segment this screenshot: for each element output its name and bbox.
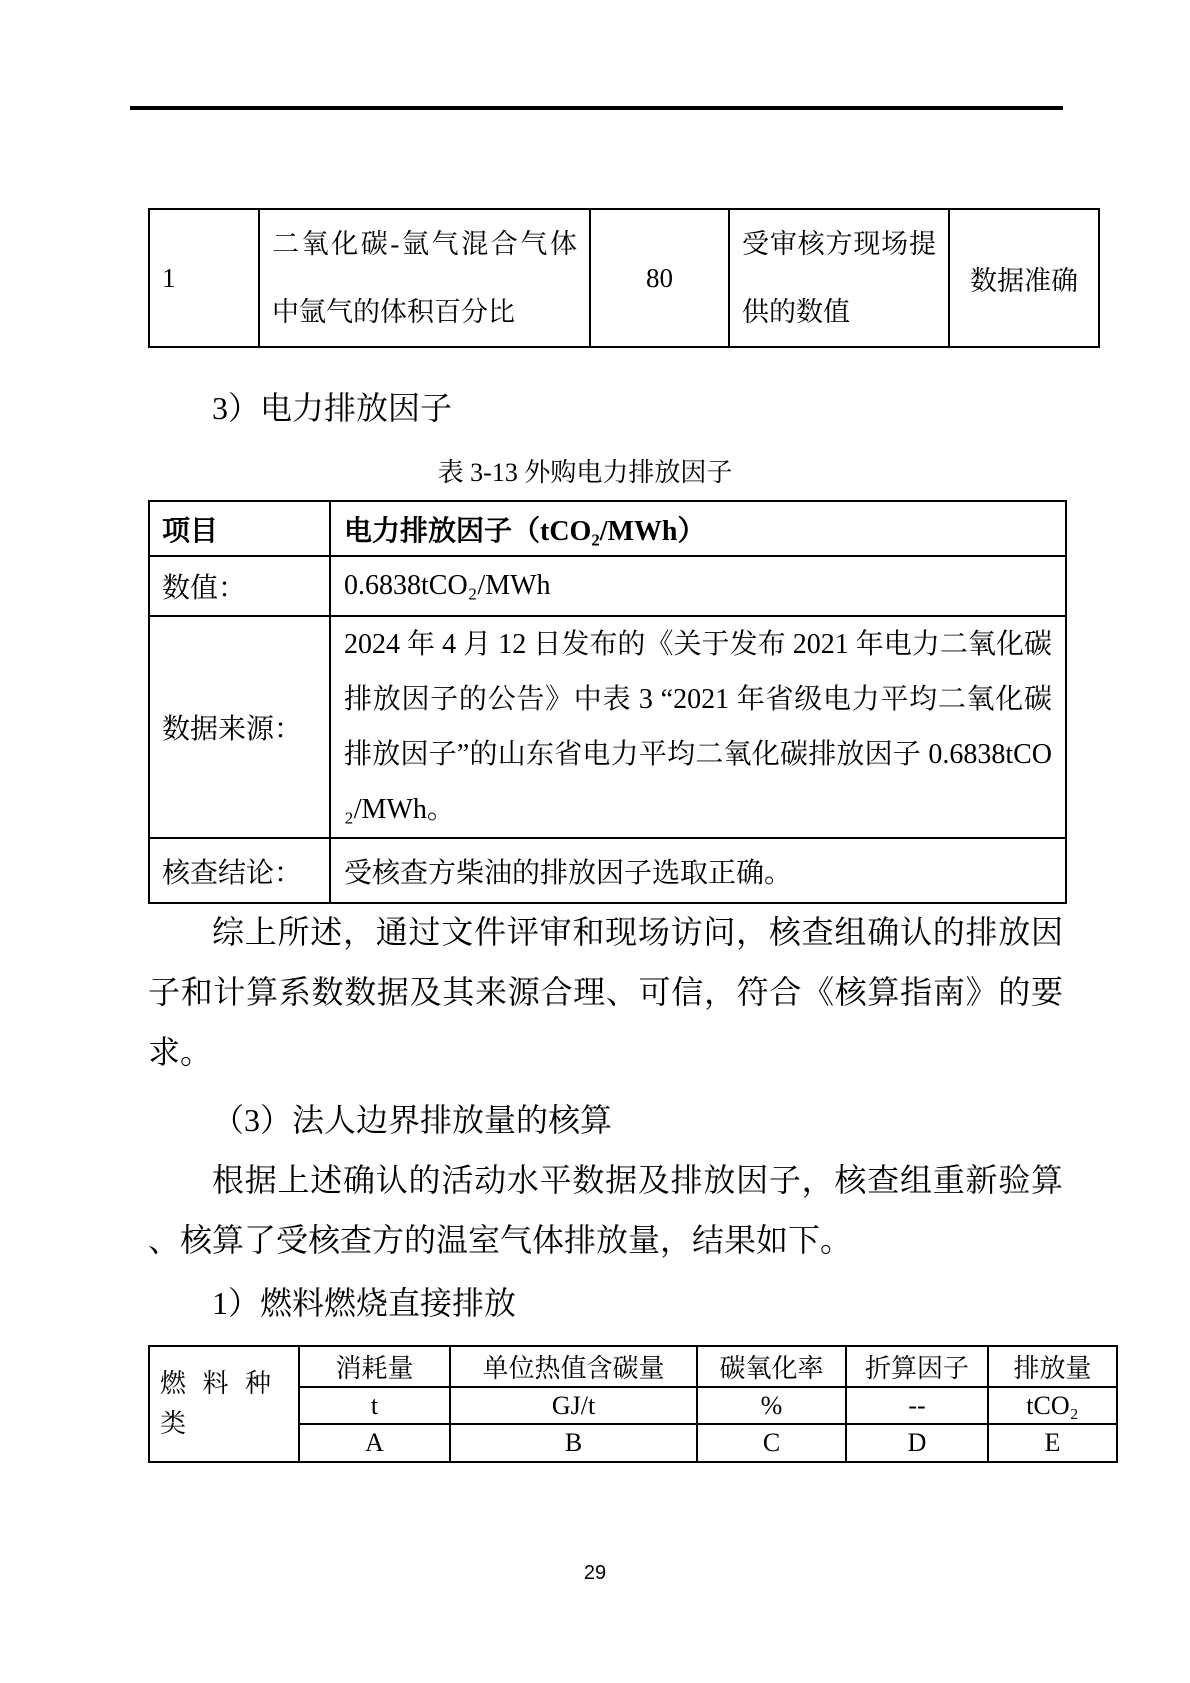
fuel-header-cell: 单位热值含碳量 [450,1346,697,1387]
row-label: 核查结论： [149,838,330,903]
fuel-header-row [149,1346,1117,1387]
table-header-row [149,501,1066,556]
fuel-type-line1: 燃 料 种 [160,1369,272,1398]
table-caption: 表 3-13 外购电力排放因子 [437,458,733,487]
row-content: 受核查方柴油的排放因子选取正确。 [330,838,1066,903]
fuel-header-cell: 消耗量 [299,1346,450,1387]
fuel-code-cell: B [450,1424,697,1462]
table-header-item: 项目 [149,501,330,556]
row-label: 数值： [149,556,330,616]
row-label: 数据来源： [149,616,330,838]
section-heading-boundary: （3）法人边界排放量的核算 [212,1102,613,1138]
fuel-type-line2: 类 [160,1409,187,1438]
fuel-header-cell: 排放量 [988,1346,1117,1387]
table-row [149,209,1099,347]
fuel-code-cell: D [846,1424,988,1462]
fuel-code-cell: C [697,1424,846,1462]
fuel-unit-cell: GJ/t [450,1387,697,1424]
table-header-value: 电力排放因子（tCO₂/MWh） [330,501,1066,556]
table-row [149,616,1066,838]
table-row [149,838,1066,903]
fuel-unit-cell: -- [846,1387,988,1424]
fuel-unit-cell: t [299,1387,450,1424]
fuel-header-cell: 折算因子 [846,1346,988,1387]
row-content: 2024 年 4 月 12 日发布的《关于发布 2021 年电力二氧化碳排放因子的公告》中表 3 “2021 年省级电力平均二氧化碳排放因子”的山东省电力平均二氧化碳排放因子 0.6838tCO₂/MWh。 [330,616,1066,838]
section-heading-power-factor: 3）电力排放因子 [212,390,453,426]
value-cell: 80 [590,209,729,347]
table-row [149,556,1066,616]
fuel-unit-cell: % [697,1387,846,1424]
row-number-cell: 1 [149,209,259,347]
subheading-fuel-combustion: 1）燃料燃烧直接排放 [212,1285,517,1321]
conclusion-cell: 数据准确 [949,209,1099,347]
fuel-unit-cell: tCO₂ [988,1387,1117,1424]
source-cell: 受审核方现场提供的数值 [729,209,949,347]
boundary-paragraph: 根据上述确认的活动水平数据及排放因子，核查组重新验算、核算了受核查方的温室气体排放量，结果如下。 [148,1162,1063,1258]
fuel-code-cell: E [988,1424,1117,1462]
parameter-cell: 二氧化碳-氩气混合气体中氩气的体积百分比 [259,209,590,347]
fuel-table [148,1345,1118,1463]
fuel-header-cell: 碳氧化率 [697,1346,846,1387]
row-content: 0.6838tCO₂/MWh [330,556,1066,616]
page-number: 29 [583,1562,607,1584]
fuel-code-cell: A [299,1424,450,1462]
power-factor-table [148,500,1067,904]
carryover-table [148,208,1100,348]
summary-paragraph: 综上所述，通过文件评审和现场访问，核查组确认的排放因子和计算系数数据及其来源合理、可信，符合《核算指南》的要求。 [148,914,1063,1070]
fuel-type-cell [149,1346,299,1462]
header-rule [130,106,1063,110]
